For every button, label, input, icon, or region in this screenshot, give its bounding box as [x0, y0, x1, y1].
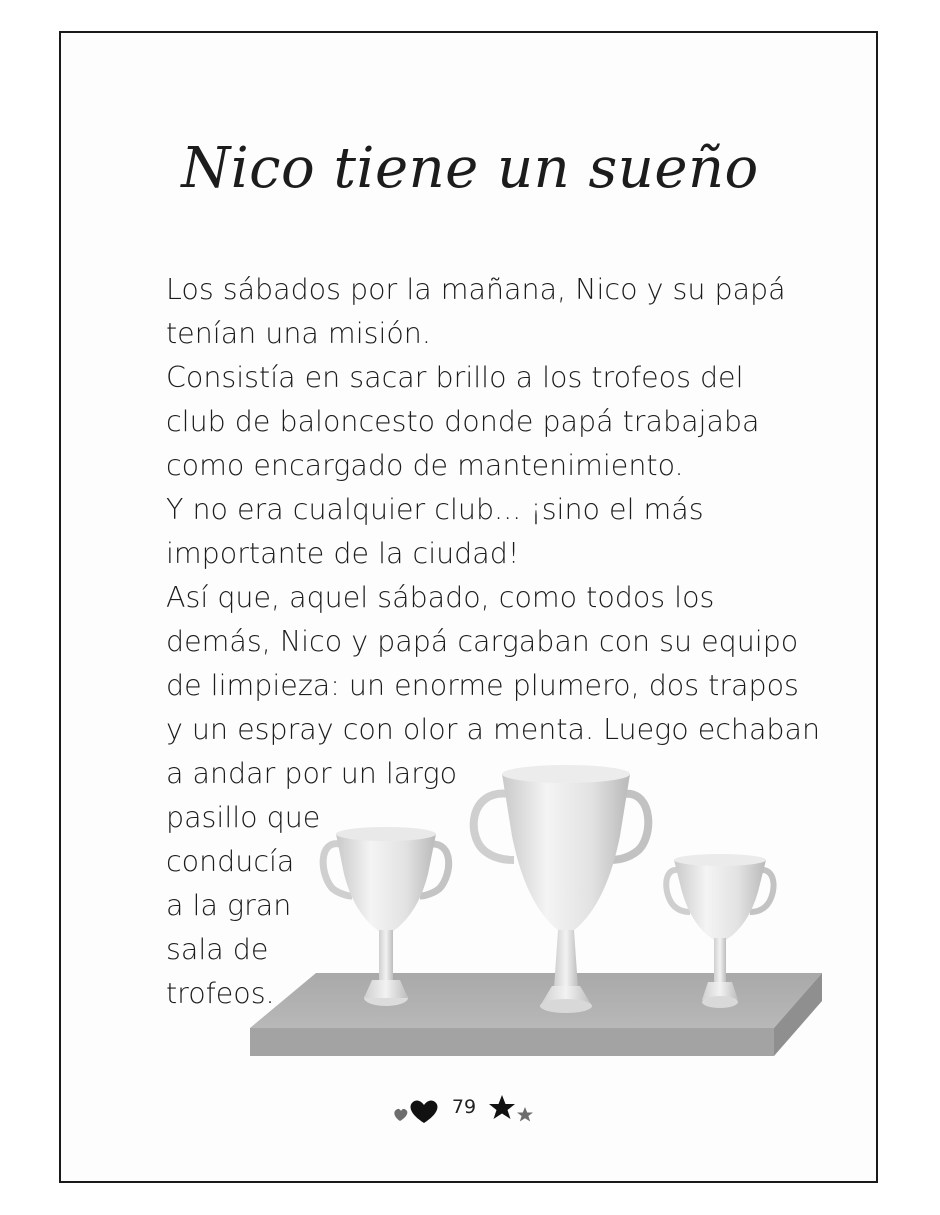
text-line: club de baloncesto donde papá trabajaba: [166, 405, 760, 438]
text-line: importante de la ciudad!: [166, 537, 520, 570]
text-line: Y no era cualquier club... ¡sino el más: [166, 493, 704, 526]
text-line: como encargado de mantenimiento.: [166, 449, 684, 482]
trophies-illustration: [248, 756, 826, 1061]
text-line: demás, Nico y papá cargaban con su equipo: [166, 625, 799, 658]
text-line: sala de: [166, 933, 269, 966]
page-footer: [0, 1091, 940, 1131]
text-line: y un espray con olor a menta. Luego echaban: [166, 713, 821, 746]
text-line: pasillo que: [166, 801, 321, 834]
text-line: trofeos.: [166, 977, 275, 1010]
text-line: a la gran: [166, 889, 292, 922]
stars-icon: [487, 1093, 539, 1125]
text-line: tenían una misión.: [166, 317, 431, 350]
text-line: Así que, aquel sábado, como todos los: [166, 581, 715, 614]
shelf: [250, 973, 822, 1056]
text-line: a andar por un largo: [166, 757, 458, 790]
text-line: Los sábados por la mañana, Nico y su papá: [166, 273, 786, 306]
text-line: conducía: [166, 845, 295, 878]
text-line: Consistía en sacar brillo a los trofeos del: [166, 361, 744, 394]
hearts-icon: [392, 1095, 440, 1125]
page-title: Nico tiene un sueño: [181, 136, 759, 201]
page-number: 79: [451, 1096, 477, 1118]
text-line: de limpieza: un enorme plumero, dos trapos: [166, 669, 799, 702]
